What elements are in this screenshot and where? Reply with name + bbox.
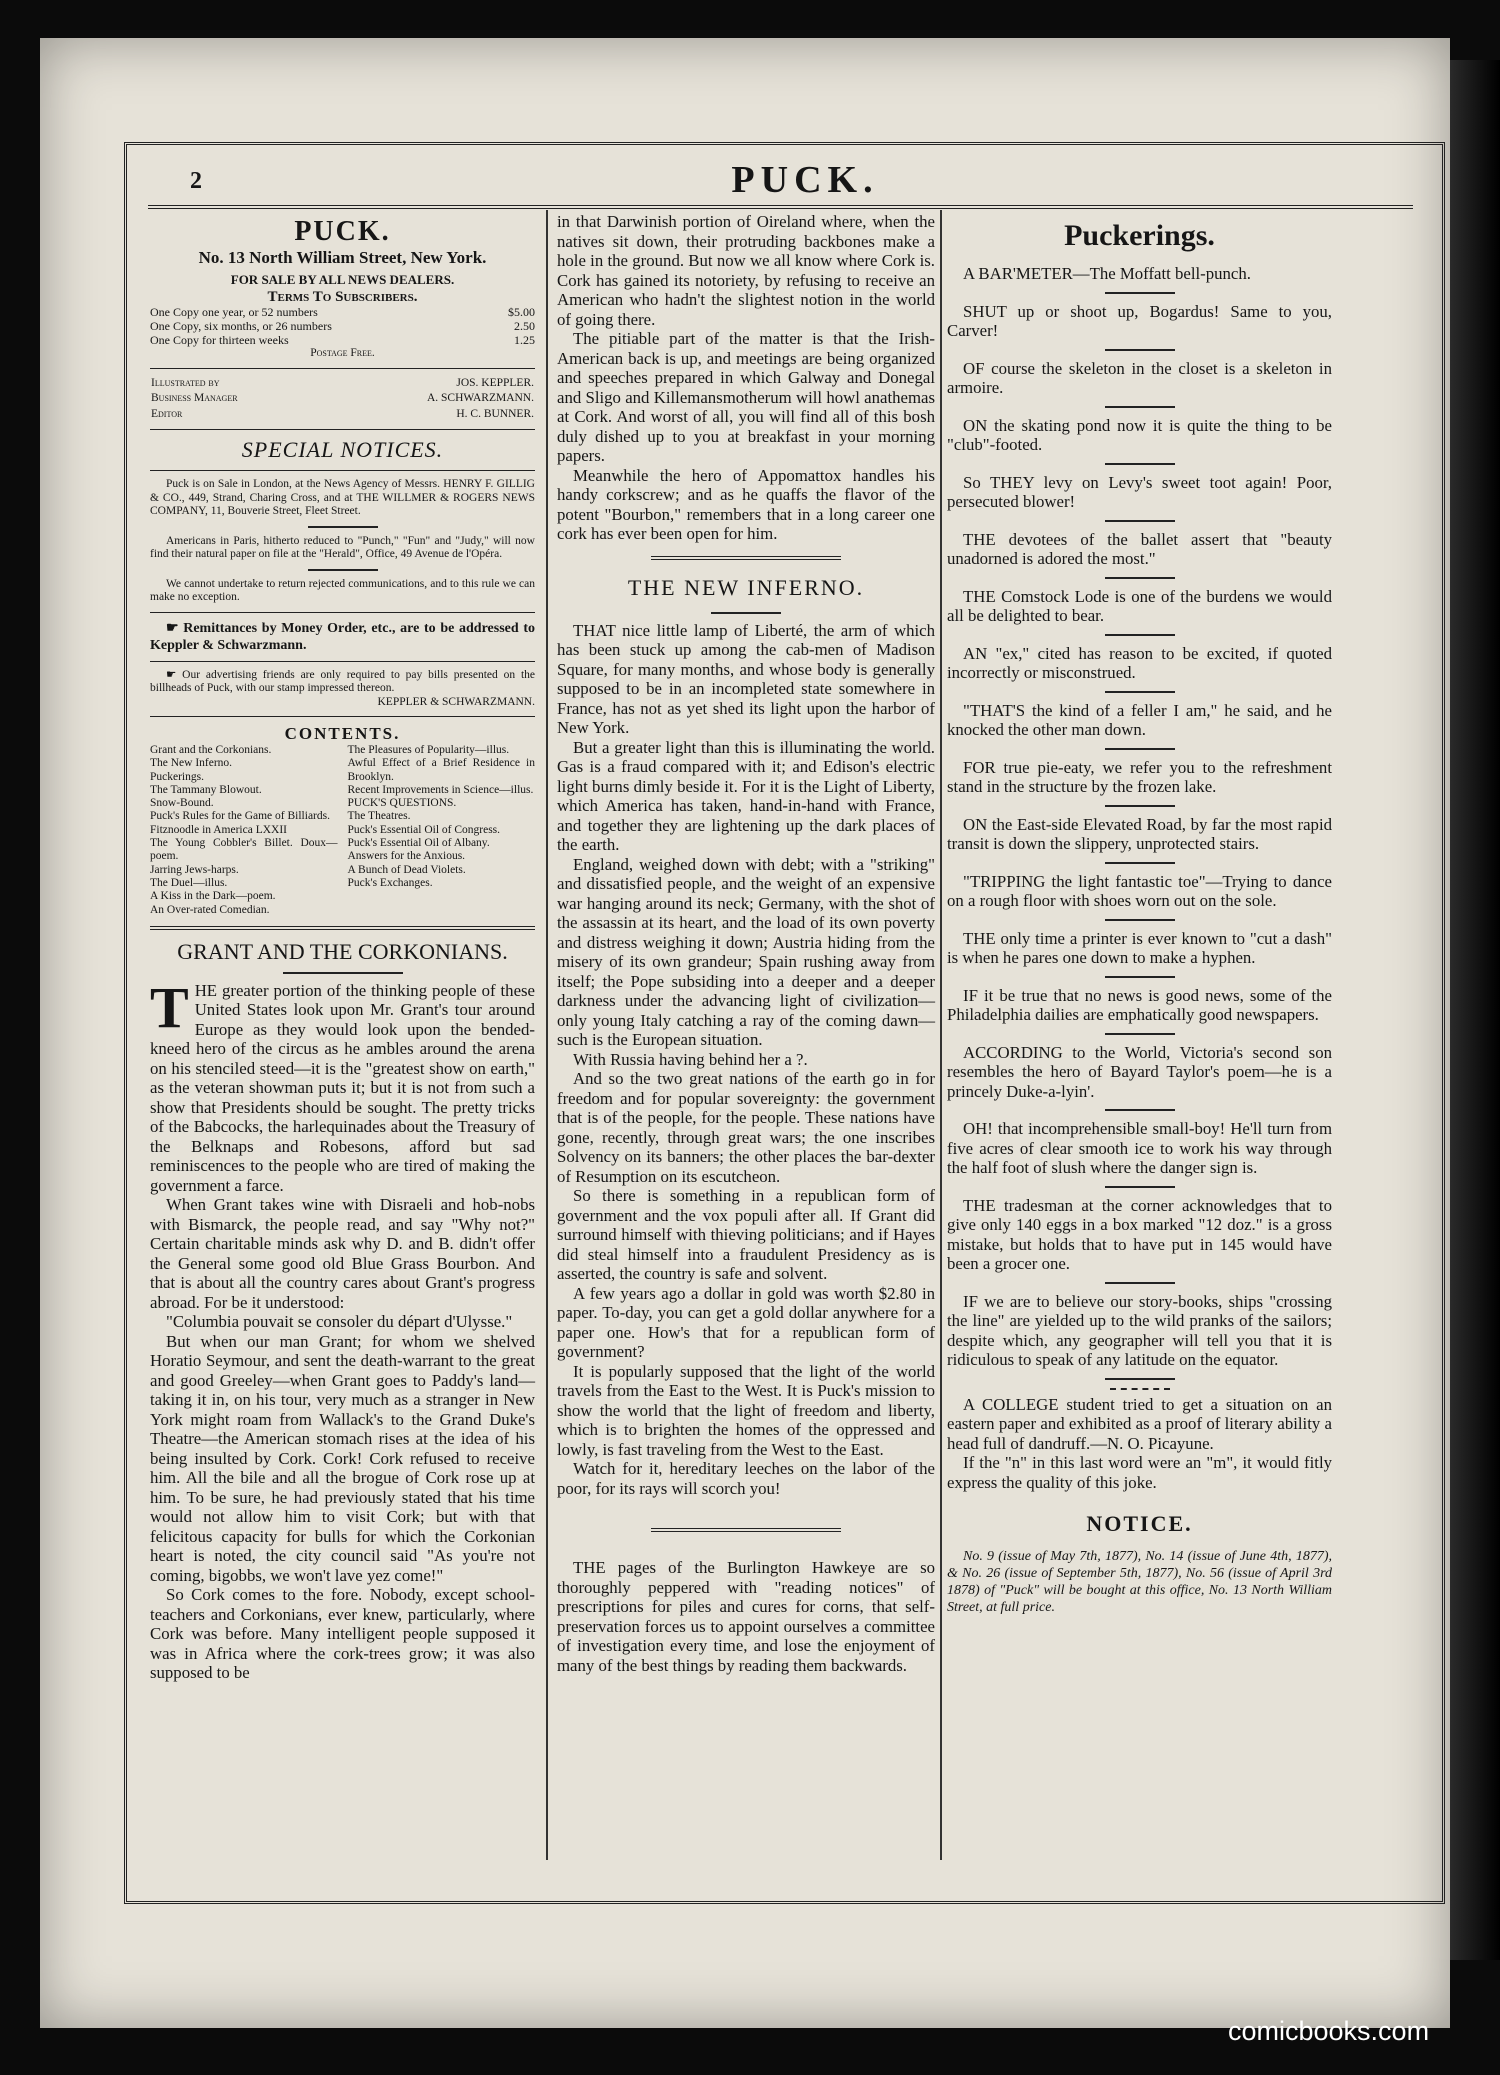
contents-item: Puck's Rules for the Game of Billiards.	[150, 810, 330, 823]
contents-left	[150, 744, 338, 917]
column-2	[557, 212, 935, 1675]
staff-row	[150, 376, 535, 392]
page-header	[190, 158, 1420, 204]
staff-row	[150, 391, 535, 407]
article-paragraph: With Russia having behind her a ?.	[573, 1049, 808, 1069]
watermark-logo: comicbooks.com	[1228, 2016, 1430, 2046]
pointing-hand-icon: ☛	[166, 620, 184, 636]
terms-label: One Copy one year, or 52 numbers	[150, 305, 318, 319]
puckering-item: If the "n" in this last word were an "m", it would fitly express the quality of this joke.	[947, 1453, 1332, 1492]
notice-advertising: ☛ Our advertising friends are only required to pay bills presented on the billheads of Puck, with our stamp impressed thereon.	[150, 668, 536, 694]
article-paragraph: So Cork comes to the fore. Nobody, except school-teachers and Corkonians, ever knew, particularly, where Cork was before. Many intelligent people supposed it was in Africa where the cork-trees grow; it was also supposed to be	[150, 1585, 535, 1683]
puckering-item: ON the East-side Elevated Road, by far the most rapid transit is down the slippery, unprotected stairs.	[947, 814, 1332, 853]
staff-name: H. C. BUNNER.	[456, 407, 534, 420]
masthead: PUCK.	[731, 159, 879, 201]
contents-heading: CONTENTS.	[284, 724, 401, 743]
next-page-edge	[1450, 60, 1500, 1960]
article-paragraph: But when our man Grant; for whom we shelved Horatio Seymour, and sent the death-warrant to the great and good Greeley—when Grant goes to Paddy's land—taking it in, on his tour, very much as a stranger in New York might roam from Wallack's to the Grand Duke's Theatre—the American stomach rises at the idea of his being insulted by Cork. Cork! Cork refused to receive him. All the bile and all the brogue of Cork rose up at him. To be sure, he had previously stated that his time would not allow him to visit Cork; but with that felicitous capacity for bulls for which the Corkonian heart is noted, the city council said "As you're not coming, bigobbs, we won't lave yez come!"	[150, 1331, 535, 1585]
puckering-item: OF course the skeleton in the closet is a skeleton in armoire.	[947, 358, 1332, 397]
notice-advertising-signature: KEPPLER & SCHWARZMANN.	[377, 695, 535, 708]
special-notices-heading: SPECIAL NOTICES.	[241, 437, 444, 462]
puckering-item: OH! that incomprehensible small-boy! He'll turn from five acres of clear smooth ice to work his way through the half foot of slush where the danger sign is.	[947, 1119, 1332, 1177]
article-title: GRANT AND THE CORKONIANS.	[177, 938, 508, 964]
article-paragraph: England, weighed down with debt; with a "striking" and dissatisfied people, and the weight of an expensive war hanging around its neck; Germany, with the shot of the assassin at its heart, and the load of its own poverty and distress weighing it down; Austria hiding from the misery of its own grandeur; Spain rushing away from itself; the Pope subsiding into a deeper and a deeper darkness under the advancing light of civilization—only young Italy catching a ray of the coming dawn—such is the European situation.	[557, 854, 935, 1049]
terms-row	[150, 305, 535, 319]
contents-item: Awful Effect of a Brief Residence in Brooklyn.	[347, 757, 535, 783]
contents-item: The Theatres.	[347, 810, 411, 823]
notice-rejected: We cannot undertake to return rejected communications, and to this rule we can make no exception.	[150, 577, 535, 603]
terms-row	[150, 319, 535, 333]
column-3	[947, 212, 1332, 1616]
terms-label: One Copy for thirteen weeks	[150, 333, 289, 347]
article-paragraph: A few years ago a dollar in gold was worth $2.80 in paper. To-day, you can get a gold dollar anywhere for a paper one. How's that for a republican form of government?	[557, 1283, 935, 1361]
contents-item: Grant and the Corkonians.	[150, 744, 272, 756]
masthead-address: No. 13 North William Street, New York.	[198, 248, 487, 267]
puckering-item: A BAR'METER—The Moffatt bell-punch.	[963, 264, 1251, 283]
puckering-item: IF we are to believe our story-books, ships "crossing the line" are yielded up to the wild pranks of the sailors; despite which, any geographer will tell you that it is ridiculous to speak of any latitude on the equator.	[947, 1291, 1332, 1369]
article-paragraph: "Columbia pouvait se consoler du départ d'Ulysse."	[166, 1312, 513, 1332]
contents-item: A Bunch of Dead Violets.	[347, 863, 466, 876]
staff-role: Business Manager	[151, 392, 238, 404]
contents-right	[348, 744, 536, 917]
article-paragraph: And so the two great nations of the earth go in for freedom and for popular sovereignty: the government that is of the people, for the people. These nations have gone, recently, through great wars; the one inscribes Solvency on its banners; the other places the bar-dexter of Resumption on its escutcheon.	[557, 1069, 935, 1186]
puckering-item: "THAT'S the kind of a feller I am," he said, and he knocked the other man down.	[947, 700, 1332, 739]
puckering-item: SHUT up or shoot up, Bogardus! Same to you, Carver!	[947, 301, 1332, 340]
article-paragraph: The pitiable part of the matter is that the Irish-American back is up, and meetings are being organized and speeches prepared in which Galway and Donegal and Sligo and Killemansmotherum will howl anathemas at Cork. And worst of all, you will find all of this bosh duly dished up to you at breakfast in your morning papers.	[557, 329, 935, 465]
staff-role: Illustrated by	[151, 376, 220, 389]
puckering-item: FOR true pie-eaty, we refer you to the refreshment stand in the structure by the frozen lake.	[947, 757, 1332, 796]
article-paragraph: THE greater portion of the thinking people of these United States look upon Mr. Grant's tour around Europe as they would look upon the bended-kneed hero of the circus as he ambles around the arena on his stenciled steed—it is the "greatest show on earth," as the veteran showman puts it; but it is not from such a show that Presidents should be sought. The pretty tricks of the Babcocks, the harlequinades about the Treasury of the Belknaps and Robesons, afford but sad reminiscences to the people who are tired of making the government a farce.	[150, 974, 535, 1195]
article-paragraph: So there is something in a republican form of government and the vox populi after all. If Grant did surround himself with thieving politicians; and if Hayes did steal himself into a fraudulent Presidency as is asserted, the country is safe and solvent.	[557, 1186, 935, 1283]
puckering-item: A COLLEGE student tried to get a situation on an eastern paper and exhibited as a proof of literary ability a head full of dandruff.—N. O. Picayune.	[947, 1394, 1332, 1453]
puckering-item: THE tradesman at the corner acknowledges that to give only 140 eggs in a box marked "12 doz." is a gross mistake, but holds that to have put in 145 would have been a grocer one.	[947, 1195, 1332, 1273]
puckerings-list	[947, 264, 1332, 1380]
contents-item: Jarring Jews-harps.	[150, 863, 239, 876]
staff-name: JOS. KEPPLER.	[456, 376, 534, 389]
terms-label: One Copy, six months, or 26 numbers	[150, 319, 332, 333]
puckering-item: So THEY levy on Levy's sweet toot again! Poor, persecuted blower!	[947, 472, 1332, 511]
contents-item: Fitznoodle in America LXXII	[150, 823, 288, 836]
pointing-hand-icon: ☛	[166, 668, 183, 681]
inferno-title: THE NEW INFERNO.	[627, 574, 865, 600]
contents-item: Snow-Bound.	[150, 797, 214, 810]
contents-item: An Over-rated Comedian.	[150, 903, 270, 916]
notice-paris: Americans in Paris, hitherto reduced to "Punch," "Fun" and "Judy," will now find their natural paper on file at the "Herald", Office, 49 Avenue de l'Opéra.	[150, 534, 535, 560]
masthead-box-title: PUCK.	[294, 216, 391, 247]
terms-row	[150, 333, 535, 347]
article-paragraph: Meanwhile the hero of Appomattox handles his handy corkscrew; and as he quaffs the flavor of the potent "Bourbon," remembers that in a long career one cork has ever been open for him.	[557, 465, 935, 543]
notice-remittances: ☛ Remittances by Money Order, etc., are to be addressed to Keppler & Schwarzmann.	[150, 620, 535, 653]
terms-table	[150, 305, 535, 347]
contents-item: A Kiss in the Dark—poem.	[150, 890, 276, 903]
hawkeye-paragraph: THE pages of the Burlington Hawkeye are so thoroughly peppered with "reading notices" of prescriptions for piles and cures for corns, that self-preservation forces us to appoint ourselves a committee of investigation every time, and lose the enjoyment of many of the best things by reading them backwards.	[557, 1558, 935, 1675]
contents-item: Puck's Essential Oil of Albany.	[347, 837, 490, 850]
article-paragraph: Watch for it, hereditary leeches on the labor of the poor, for its rays will scorch you!	[557, 1459, 935, 1498]
article-paragraph: It is popularly supposed that the light of the world travels from the East to the West. It is Puck's mission to show the world that the light of freedom and liberty, which is to brighten the homes of the oppressed and lowly, is fast traveling from the West to the East.	[557, 1361, 935, 1459]
puckering-item: IF it be true that no news is good news, some of the Philadelphia dailies are emphatically good newspapers.	[947, 985, 1332, 1024]
contents-item: The Duel—illus.	[150, 876, 228, 889]
staff-row	[150, 407, 535, 423]
terms-price: $5.00	[508, 305, 535, 319]
puckering-item: ON the skating pond now it is quite the thing to be "club"-footed.	[947, 415, 1332, 454]
contents-item: Recent Improvements in Science—illus.	[347, 783, 534, 796]
puckering-item: THE devotees of the ballet assert that "beauty unadorned is adored the most."	[947, 529, 1332, 568]
column-divider-2	[940, 210, 942, 1860]
terms-price: 1.25	[514, 333, 535, 347]
puckerings-title: Puckerings.	[1064, 219, 1215, 252]
contents-item: The Tammany Blowout.	[150, 783, 262, 796]
postage-line: Postage Free.	[310, 347, 375, 359]
contents-list	[150, 744, 535, 917]
column-divider-1	[546, 210, 548, 1860]
contents-item: The New Inferno.	[150, 757, 233, 770]
drop-cap: T	[150, 974, 189, 1040]
puckering-item: ACCORDING to the World, Victoria's second son resembles the hero of Bayard Taylor's poem—he is a princely Duke-a-lyin'.	[947, 1042, 1332, 1101]
terms-heading: Terms To Subscribers.	[267, 289, 418, 305]
article-paragraph: When Grant takes wine with Disraeli and hob-nobs with Bismarck, the people read, and say "Why not?" Certain charitable minds ask why D. and B. didn't offer the General some good old Blue Grass Bourbon. And that is about all the country cares about Grant's progress abroad. For be it understood:	[150, 1195, 535, 1312]
contents-item: Puck's Exchanges.	[347, 876, 433, 889]
puckering-item: AN "ex," cited has reason to be excited, if quoted incorrectly or misconstrued.	[947, 643, 1332, 682]
article-paragraph: But a greater light than this is illuminating the world. Gas is a fraud compared with it; and Edison's electric light burns dimly beside it. For it is the Light of Liberty, which America has taken, hand-in-hand with France, and together they are lightening up the dark places of the earth.	[557, 737, 935, 854]
article-paragraph: in that Darwinish portion of Oireland where, when the natives sit down, their protruding backbones make a hole in the ground. But now we all know where Cork is. Cork has gained its notoriety, by refusing to receive an American who hadn't the slightest notion in the world of going there.	[557, 212, 935, 329]
contents-item: Puckerings.	[150, 770, 204, 783]
puckering-item: "TRIPPING the light fantastic toe"—Trying to dance on a rough floor with shoes worn out on the sole.	[947, 871, 1332, 910]
contents-item: Answers for the Anxious.	[347, 850, 466, 863]
contents-item: Puck's Essential Oil of Congress.	[347, 823, 501, 836]
notice-title: NOTICE.	[1086, 1511, 1193, 1536]
puckering-item: THE only time a printer is ever known to "cut a dash" is when he pares one down to make a hyphen.	[947, 928, 1332, 967]
contents-item: PUCK'S QUESTIONS.	[347, 797, 457, 810]
contents-item: The Young Cobbler's Billet. Doux—poem.	[150, 837, 338, 863]
header-rule	[148, 205, 1413, 209]
notice-london: Puck is on Sale in London, at the News Agency of Messrs. HENRY F. GILLIG & CO., 449, Strand, Charing Cross, and at THE WILLMER & ROGERS NEWS COMPANY, 11, Bouverie Street, Fleet Street.	[150, 478, 535, 517]
staff-table	[150, 376, 535, 423]
staff-role: Editor	[151, 407, 183, 420]
notice-text: No. 9 (issue of May 7th, 1877), No. 14 (issue of June 4th, 1877), & No. 26 (issue of September 5th, 1877), No. 56 (issue of April 3rd 1878) of "Puck" will be bought at this office, No. 13 North William Street, at full price.	[947, 1549, 1332, 1615]
page-number: 2	[190, 168, 202, 194]
for-sale-line: FOR SALE BY ALL NEWS DEALERS.	[230, 272, 455, 287]
article-paragraph: THAT nice little lamp of Liberté, the arm of which has been stuck up among the cab-men of Madison Square, for many months, and whose body is generally supposed to be in an incompleted state somewhere in France, has not as yet shed its light upon the harbor of New York.	[557, 620, 935, 737]
staff-name: A. SCHWARZMANN.	[426, 392, 534, 404]
column-1	[150, 212, 535, 1683]
terms-price: 2.50	[514, 319, 535, 333]
contents-item: The Pleasures of Popularity—illus.	[347, 744, 510, 756]
puckering-item: THE Comstock Lode is one of the burdens we would all be delighted to bear.	[947, 586, 1332, 625]
